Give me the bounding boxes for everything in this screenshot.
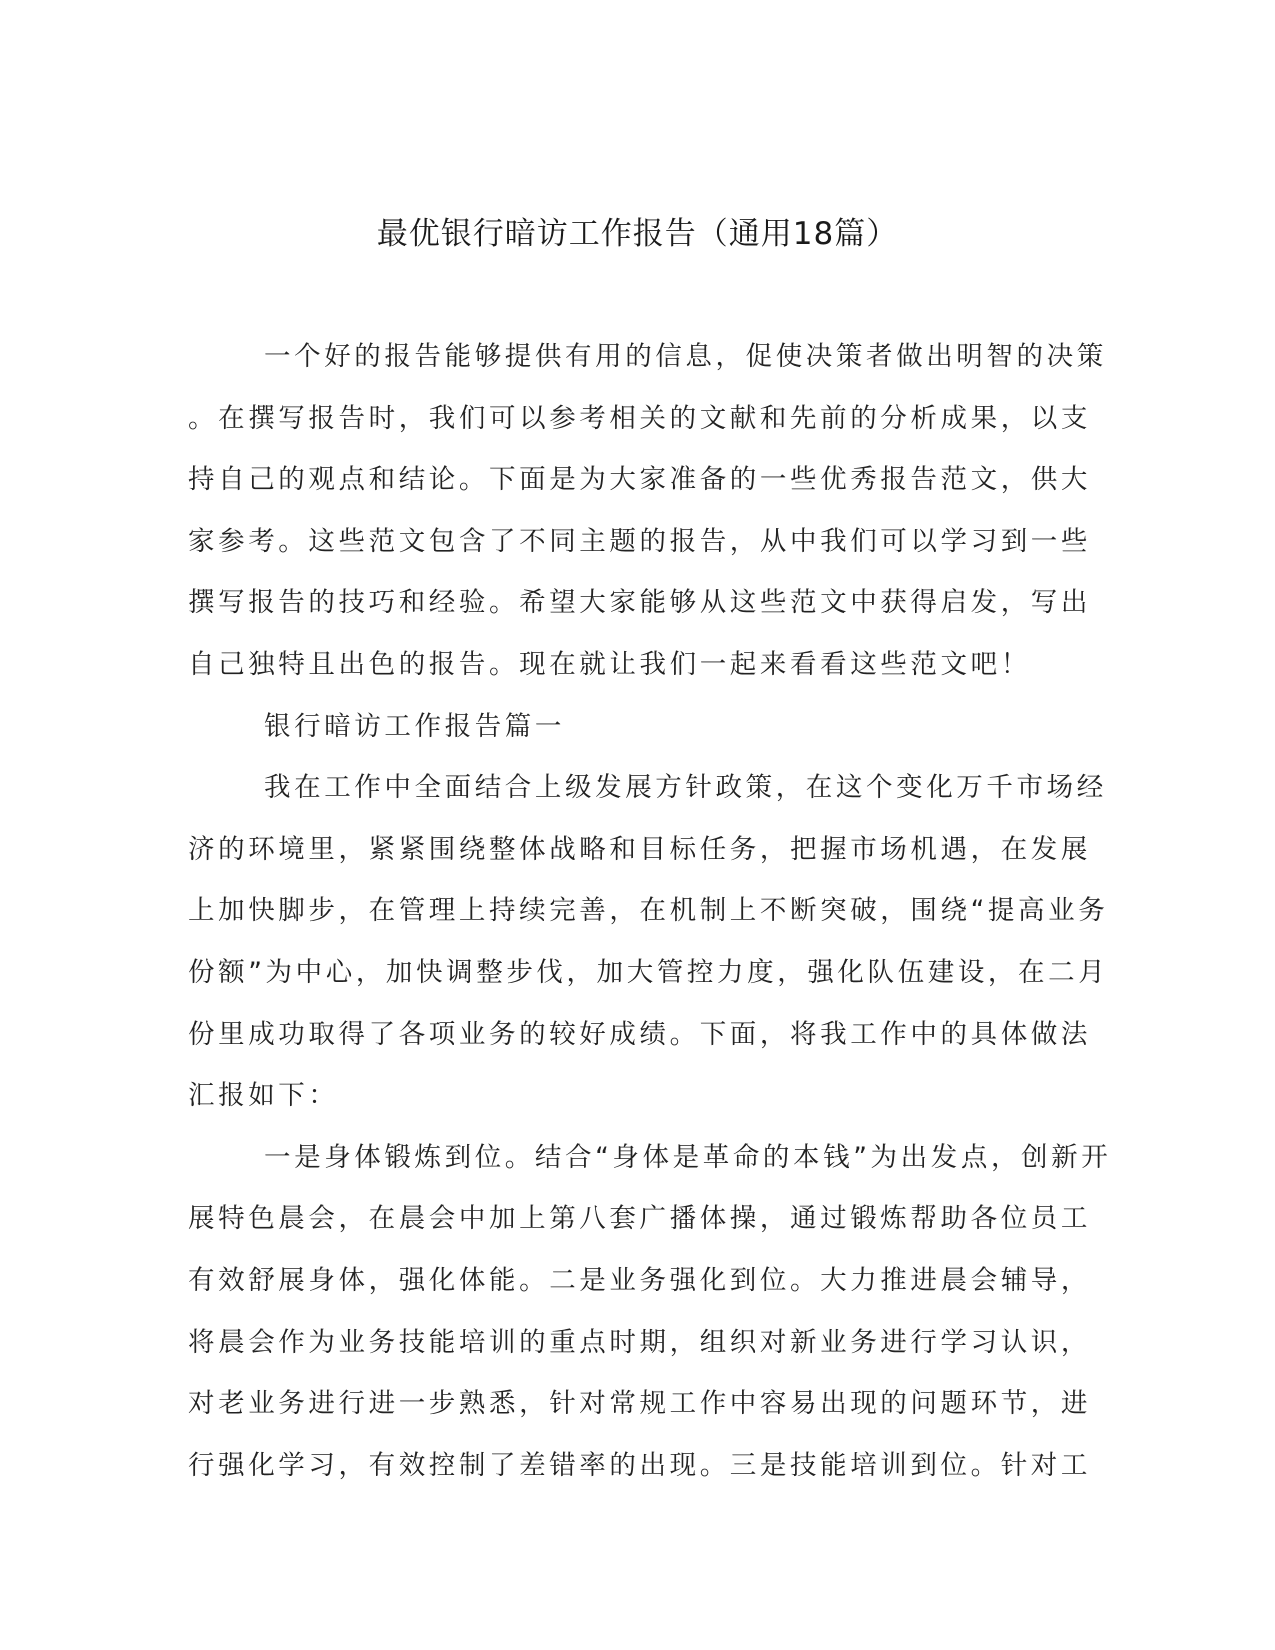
- text-line: 展特色晨会，在晨会中加上第八套广播体操，通过锻炼帮助各位员工: [188, 1203, 1091, 1235]
- text-line: 一是身体锻炼到位。结合“身体是革命的本钱”为出发点，创新开: [264, 1141, 1112, 1173]
- text-line: 有效舒展身体，强化体能。二是业务强化到位。大力推进晨会辅导，: [188, 1264, 1091, 1296]
- text-line: 份里成功取得了各项业务的较好成绩。下面，将我工作中的具体做法: [188, 1018, 1091, 1050]
- text-line: 自己独特且出色的报告。现在就让我们一起来看看这些范文吧！: [188, 648, 1031, 680]
- text-line: 持自己的观点和结论。下面是为大家准备的一些优秀报告范文，供大: [188, 464, 1091, 496]
- text-line: 对老业务进行进一步熟悉，针对常规工作中容易出现的问题环节，进: [188, 1388, 1091, 1420]
- text-line: 将晨会作为业务技能培训的重点时期，组织对新业务进行学习认识，: [188, 1326, 1091, 1358]
- text-line: 行强化学习，有效控制了差错率的出现。三是技能培训到位。针对工: [188, 1449, 1091, 1481]
- text-line: 我在工作中全面结合上级发展方针政策，在这个变化万千市场经: [264, 772, 1107, 804]
- section-heading: 银行暗访工作报告篇一: [264, 710, 565, 742]
- document-title: 最优银行暗访工作报告（通用18篇）: [376, 216, 899, 252]
- text-line: 家参考。这些范文包含了不同主题的报告，从中我们可以学习到一些: [188, 525, 1091, 557]
- document-body: [188, 326, 1112, 1496]
- text-line: 。在撰写报告时，我们可以参考相关的文献和先前的分析成果，以支: [188, 402, 1091, 434]
- text-line: 撰写报告的技巧和经验。希望大家能够从这些范文中获得启发，写出: [188, 587, 1091, 619]
- text-line: 济的环境里，紧紧围绕整体战略和目标任务，把握市场机遇，在发展: [188, 833, 1091, 865]
- text-line: 上加快脚步，在管理上持续完善，在机制上不断突破，围绕“提高业务: [188, 895, 1109, 927]
- text-line: 份额”为中心，加快调整步伐，加大管控力度，强化队伍建设，在二月: [188, 956, 1109, 988]
- text-line: 一个好的报告能够提供有用的信息，促使决策者做出明智的决策: [264, 341, 1107, 372]
- text-line: 汇报如下：: [188, 1080, 339, 1112]
